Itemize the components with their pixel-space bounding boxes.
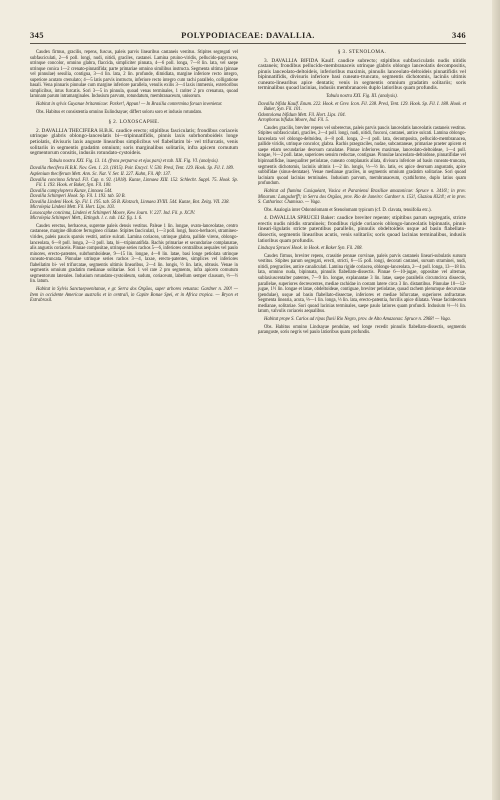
species-description: Caudex erectus, herbaceus, supreme paleis densis vestitus. Paleae 1 lin. longae, ovato-lanceolatae, centro castaneae, margine dilutiore ferrugineo ciliatae. Stipites fasciculati, 1—3 poll. longi, fusco-herbacei, straminео-virides, paleis paucis sparsis vestiti, antice sulcati. Lamina coriacea, utrinque glabra, pallide virens, oblongo-lanceolata, 6—8 poll. longa, 2—3 poll. lata, bi—tripinnatifida. Rachis primariae et secundariae complanatae, alis angustis coriaceis. Pinnae compositae, utrinque series rachos 5—6, inferiores centralibus aequales vel paulo minores, erecto-patentes, subrhomboideae, 9—15 lin. longae, 4—8 lin. latae, basi longe petiolata utrinque cuneato-truncata. Pinnulae utrinque series rachos 3—4, laxae, erecto-patentes, simplices vel inferiores flabellatim bi- vel trifurcatae, segmentis ultimis linearibus, 2—4 lin. longis, ½ lin. latis, obtusis. Venae in segmentis omnium gradatim medianae solitariae. Sori 1 vel rare 2 pro segmento, infra apicem cornutum segmentorum laterales. Indusium rotundato-cystoideum, sudum, coriaceum, labellum semper clausum, ⅓—½ lin. latum. bbox=[30, 223, 238, 285]
species-diagnosis: 2. DAVALLIA THECIFERA H.B.K. caudice erecto; stipitibus fasciculatis; frondibus coriaceis utrinque glabris oblongo-lanceolatis bi—tripinnatifidis, pinnis laxis subrhomboideis longe petiolatis, divisuris laxis anguste linearibus simplicibus vel flabellatim bi- vel trifurcatis, venis solitariis in segmentis gradatim omnium; soris marginalibus solitariis, infra apicem cornutum segmentorum consitis, indusiis rotundato-cystoideis. bbox=[30, 127, 238, 157]
synonym: Davallia campyloptera Kunze, Linnaea 544. bbox=[30, 188, 113, 194]
habitat-note: Habitat ad flumina Caxiquéant, Vasica et Paraniensi Brasiliae amazonicae: Spruce n. 3416!; in prov. Minarum: Langsdorff!; in Serra dos Orgãos, prov. Rio de Janeiro: Gardner n. 153!, Glaziou 8324!; et in prov. S. Catharina: Chamisso. — Vaga. bbox=[258, 188, 466, 206]
header-rule bbox=[30, 43, 466, 44]
habitat-note: Habitat in Sylvis Sanctaepoenitanae, e gr. Serra dos Orgãos, super arbores vetustas: Gardner n. 200! — Item in occidente Americae australis et in centrali, in Capite Bonae Spei, et in Africa tropica. — Bryon et Extrabrasil. bbox=[30, 287, 238, 304]
synonym: Davallia bifida Kaulf. Enum. 222. Hook. et Grev. Icon. Fil. 238. Presl, Tent. 129. Hook. Sp. Fil. I. 188. Hook. et Baker, Syn. Fil. 101. bbox=[258, 101, 466, 113]
page-header bbox=[30, 30, 466, 42]
synonym: Davallia thecifera H.B.K. Nov. Gen. 1. 23. (1815). Poir. Encycl. V. 530. Presl, Tent. 129. Hook. Sp. Fil. I. 189. bbox=[30, 166, 235, 172]
synonymy-list bbox=[30, 166, 238, 221]
observation-note: Obs. Analogia inter Odontolomam et Stenolomam typicum (cf. D. clavata, tenuifolia etc.). bbox=[264, 207, 432, 213]
section-heading: § 2. LOXOSCAPHE. bbox=[108, 119, 160, 126]
species-diagnosis: 3. DAVALLIA BIFIDA Kaulf. caudice subrecto; stipitibus subfasciculatis nudis nitidis castaneis; frondibus pellucido-membranaceis utrinque glabris oblongo lanceolatis decompositis, pinnis lanceolato-deltoideis, inferioribus maximis, pinnulis lanceolato-deltoideis pinnatifidis vel bipinnatifidis, divisuris inferiore basi cuneato-truncato, segmentis dichotomis, laciniis ultimis cuneato-linearibus apice dentatis; venis in segmentis omnium gradatim solitariis; soris terminalibus quoad lacinias, indusiis membranaceis duplo latioribus quam profundis. bbox=[258, 57, 466, 92]
habitat-note: Habitat prope S. Carlos ad ripas fluvii Rio Negro, prov. de Alto Amazonas: Spruce n. 2968! — Vaga. bbox=[264, 317, 451, 322]
synonymy-list bbox=[258, 246, 466, 252]
scan-edge bbox=[492, 0, 500, 800]
synonym: Lindsaya Sprucei Hook. in Hook. et Baker Syn. Fil. 208. bbox=[258, 246, 363, 252]
running-title: POLYPODIACEAE: DAVALLIA. bbox=[181, 30, 315, 40]
synonym: Loxoscaphe concinna, Lindeni et Schimperi Moore, Kew Journ. V. 227. Ind. Fil. p. XCIV. bbox=[30, 210, 196, 216]
synonymy-list bbox=[258, 102, 466, 124]
observation-note: Obs. Habitus et consistentia omnino Eulindsayae; differt soloru soro et indusio rotundato. bbox=[36, 109, 203, 115]
synonym: Microlepia Schimperi Mett., Ettingsh. l. c. tab. 142. fig. 1. 6. bbox=[30, 216, 143, 222]
synonym: Odontoloma bifidum Mett. Fil. Hort. Lips. 104. bbox=[258, 112, 346, 118]
synonym: Asplenium theciferum Mett. Ann. Sc. Nat. V. Ser. II. 227. Kuhn, Fil. Afr. 137. bbox=[30, 171, 172, 177]
habitat-note: Habitat in sylvis Guyanae britannicae: Parker!, Appun! — In Brasilia conterminа forsan invenietur. bbox=[36, 102, 223, 108]
synonym: Microlepia Lindeni Mett. Fil. Hort. Lips. 103. bbox=[30, 205, 116, 211]
page-number-left: 345 bbox=[30, 30, 44, 40]
species-description: Caudex gracilis, breviter repens vel suberectus, paleis parvis paucis lanceolatis lanceolatis castaneis vestitus. Stipites subfasciculati, graciles, 2—4 poll. longi, nudi, nitidi, fusconi, castanei, antice sulcati. Lamina oblongo-lanceolata vel oblongo-deltoidea, 4—8 poll. longa, 2—4 poll. lata, decomposita, pellucido-membranacea, pallide viridis, utrinque concolor, glabra. Rachis praegraciles, nudae, subcastaneae, primariae praeter apicem et saepe etiam secundariae deorsum canalatae. Pinnae inferiores maximae, lanceolato-deltoideae, 1—4 poll. longae, ½—2 poll. latae, superiores sensim reductae, contiguae. Pinnulae lanceolato-deltoideae, pinnatifidae vel bipinnatifidae, inaequaliter petiolatae, cuneato complanatis aliata, divisura inferiore ad basin cuneato-truncata, segmentis dichotomis, laciniis ultimis 1—2 lin. longis, ⅓—½ lin. latis, ex apice deorsum angustatis, apice subbifidae (sinus-dentatae). Venae medianae graciles, in segmentis omnium gradatim solitariae. Sori quoad laciniam quoad lacinias terminales. Indusium parvum, membranaceum, cyathiforme, duplo latius quam profundum. bbox=[258, 125, 466, 187]
page-number-right: 346 bbox=[452, 30, 466, 40]
synonym: Davallia concinna Schrad. Fil. Cap. n. 92. (1818). Kunze, Linnaea XIII. 152. Schlecht. Suppl. 75. Hook. Sp. Fil. I. 193. Hook. et Baker, Syn. Fil. 100. bbox=[30, 177, 238, 189]
species-diagnosis: 4. DAVALLIA SPRUCEI Baker: caudice breviter repente; stipitibus parum segregatis, stricte erectis nudis nitidis stramineis; frondibus rigide coriaceis oblongo-lanceolatis bipinnatis, pinnis lineari-ligulatis stricte patentibus parallelis, pinnulis obdeltoideis usque ad basin flabellato-dissectis, segmentis linearibus acutis, venis solitariis; soris quoad lacinias terminalibus, indusiis latioribus quam profundis. bbox=[258, 215, 466, 244]
plate-reference: Tabula nostra XXI. Fig. 13. 14. (frons perparva et ejus pars) et tab. XII. Fig. VI. (analysis). bbox=[49, 158, 219, 164]
synonym: Davallia Schimperi Hook. Sp. Fil. I. 193. tab. 50 B. bbox=[30, 194, 126, 200]
observation-note: Obs. Habitus omnino Lindsayae pendulae, sed longe recedit pinnulis flabellato-dissectis, segmentis paranguste, soris negris vel paulo latioribus quam profundis. bbox=[258, 324, 466, 336]
synonym: Acrophorus bifidus Moore, Ind. Fil. 5. bbox=[258, 118, 329, 124]
species-description: Caudex firmus, breviter repens, crassitie pennae corvinae, paleis parvis castaneis lineari-subulatis sursum vestitus. Stipites parum segregati, erecti, stricti, 6—15 poll. longi, decorati castanei, sursum straminei, nudi, nitidi, pregraciles, antice canaliculati. Lamina rigide coriacea, oblongo-lanceolata, 2—4 poll. longa, 13—18 lin. lata, omnino nuda, bipinnata, pinnulis flabellato-dissectis. Pinnae 6—10-jugae, oppositae vel alternae, sublaxiuscentalter patentes, 7—9 lin. longae, explanantae 3 lin. latae, saepe parallelis circumcirca dissectis, parallelae, superiores decrescentes, mediae rachidae in costam latere circa 3 lin. distantibus. Pinnulae 10—12-jugae, 1½ lin. longae et latae, obdeltoideae, contiguae, breviter petiolatae, quoad rachem plerumque decurvatae (pendulae), usque ad basin flabellato-dissectae, inferiores et mediae bifurcatae, superiores anfractatae. Segmenta linearia, acuta, ⅓—1 lin. longa, ⅓ lin. lata, erecto-patentia, forcilis apice dilatata. Venae facitdeorum medianae, solitariae. Sori quoad lacinias terminales, saepe paulo latiores quam profundi. Indusium ⅓—½ lin. latum, valvulis coriaceis aequalibus. bbox=[258, 253, 466, 315]
left-column bbox=[30, 50, 238, 306]
right-column bbox=[258, 50, 466, 338]
synonym: Davallia Lindeni Hook. Sp. Fil. I. 195. tab. 56 B. Klotzsch, Linnaea XVIII. 544. Kunze, Bot. Zeitg. VII. 238. bbox=[30, 199, 230, 205]
section-heading: § 3. STENOLOMA. bbox=[337, 49, 387, 55]
plate-reference: Tabula nostra XXI. Fig. III. (analysis). bbox=[326, 94, 398, 100]
species-description: Caudex firmus, gracilis, repens, fuscus, paleis parvis linearibus castaneis vestitus. Stipites segregati vel subfasciculati, 2—6 poll. longi, nudi, nitidi, graciles, castanei. Lamina pruino-viridis, pellucido-papyracea, utrinque concolor, omnino glabra, flaccida, simpliciter pinnata, 4—6 poll. longa, 7—8 lin. lata, vel saepe utrinque conica 1—2 crenato-pinnatifida; parte primariae omnino similibus instructa. Segmenta ultima (pinnae vel pinnulae) sessilia, contigua, 3—4 lin. lata, 2 lin. profunde, dimidiata, margine inferiore recto integro, superiore acutato crenulato; 4—5 latis parvis instructo, inferiore recto integro cum rachi parallelo, colligatione basali. Vena pinnaris pinnulae cum margine inferiore parallela, venulis exilis 3—4 laxis immersis, exterioribus simplicibus, intus furcatis. Sori 3—5 in pinnula, quoad venas terminales, 1 rariter 2 pro crenatura, quoad laminam parum intramarginales. Indusium parvum, rotundatum, membranaceum, unisorum. bbox=[30, 50, 238, 100]
